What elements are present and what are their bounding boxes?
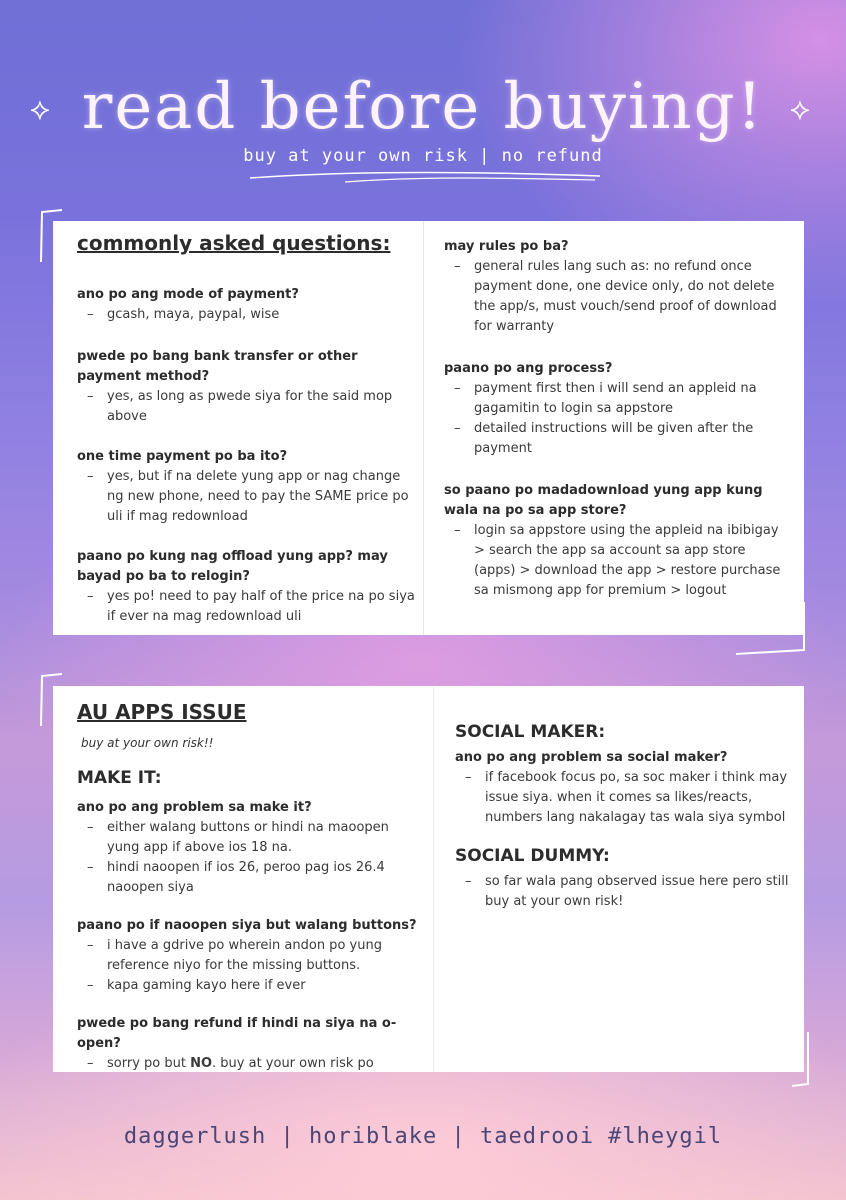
faq-answer: – payment first then i will send an appleid na gagamitin to login sa appstore [454, 379, 789, 419]
issue-question: paano po if naoopen siya but walang buttons? [77, 918, 417, 933]
issue-answer: – kapa gaming kayo here if ever [87, 976, 417, 996]
faq-question: may rules po ba? [444, 239, 569, 254]
issue-answer: – either walang buttons or hindi na maoopen yung app if above ios 18 na. [87, 818, 417, 858]
faq-answer: – yes, as long as pwede siya for the said mop above [87, 387, 417, 427]
issue-answer: – so far wala pang observed issue here pero still buy at your own risk! [465, 872, 795, 912]
issues-title: AU APPS ISSUE [77, 700, 247, 724]
faq-item [77, 547, 417, 627]
faq-title: commonly asked questions: [77, 231, 391, 255]
issue-answer-bold: NO [190, 1056, 213, 1071]
issue-answer: – if facebook focus po, sa soc maker i think may issue siya. when it comes sa likes/reacts, numbers lang nakalagay tas wala siya symbol [465, 768, 795, 828]
faq-question: pwede po bang bank transfer or other payment method? [77, 349, 358, 384]
issue-answer: – hindi naoopen if ios 26, peroo pag ios 26.4 naoopen siya [87, 858, 417, 898]
faq-answer: – yes, but if na delete yung app or nag change ng new phone, need to pay the SAME price po uli if mag redownload [87, 467, 417, 527]
faq-divider [423, 221, 424, 635]
underline-swoosh-icon [245, 166, 605, 186]
faq-question: paano po ang process? [444, 361, 613, 376]
faq-item [77, 447, 417, 527]
faq-question: ano po ang mode of payment? [77, 287, 299, 302]
issue-question: ano po ang problem sa make it? [77, 800, 312, 815]
issue-item [77, 798, 417, 898]
page-title: read before buying! [81, 70, 765, 144]
issue-answer [87, 1054, 417, 1074]
faq-answer: – general rules lang such as: no refund once payment done, one device only, do not delete the app/s, must vouch/send proof of download for warranty [454, 257, 789, 337]
issues-divider [433, 686, 434, 1072]
issues-left-column [77, 686, 417, 1074]
faq-right-column [444, 221, 789, 601]
faq-question: so paano po madadownload yung app kung wala na po sa app store? [444, 483, 763, 518]
sparkle-right-icon: ⟡ [790, 92, 810, 127]
social-dummy-heading: SOCIAL DUMMY: [455, 846, 610, 866]
faq-answer: – gcash, maya, paypal, wise [87, 305, 417, 325]
footer-credits: daggerlush | horiblake | taedrooi #lheygil [123, 1124, 723, 1149]
issue-question: ano po ang problem sa social maker? [455, 750, 728, 765]
faq-item [444, 359, 789, 459]
issues-card [53, 686, 804, 1072]
issue-answer-post: . buy at your own risk po [212, 1056, 374, 1071]
faq-answer: – yes po! need to pay half of the price na po siya if ever na mag redownload uli [87, 587, 417, 627]
make-it-heading: MAKE IT: [77, 768, 162, 788]
issue-answer-pre: sorry po but [107, 1056, 191, 1071]
faq-card [53, 221, 804, 635]
issue-question: pwede po bang refund if hindi na siya na o-open? [77, 1016, 397, 1051]
issue-item [77, 916, 417, 996]
issues-right-column [455, 686, 795, 912]
sparkle-left-icon: ⟡ [30, 92, 50, 127]
faq-answer: – detailed instructions will be given after the payment [454, 419, 789, 459]
faq-item [444, 237, 789, 337]
social-maker-heading: SOCIAL MAKER: [455, 722, 606, 742]
faq-item [444, 481, 789, 601]
faq-question: one time payment po ba ito? [77, 449, 288, 464]
issue-item [77, 1014, 417, 1074]
issue-answer: – i have a gdrive po wherein andon po yung reference niyo for the missing buttons. [87, 936, 417, 976]
faq-item [77, 347, 417, 427]
page-subtitle: buy at your own risk | no refund [243, 146, 603, 166]
faq-answer: – login sa appstore using the appleid na ibibigay > search the app sa account sa app store (apps) > download the app > restore purchase sa mismong app for premium > logout [454, 521, 789, 601]
faq-item [77, 285, 417, 325]
faq-question: paano po kung nag offload yung app? may bayad po ba to relogin? [77, 549, 388, 584]
issue-item [455, 748, 795, 828]
issues-note: buy at your own risk!! [81, 736, 214, 750]
faq-left-column [77, 221, 417, 627]
